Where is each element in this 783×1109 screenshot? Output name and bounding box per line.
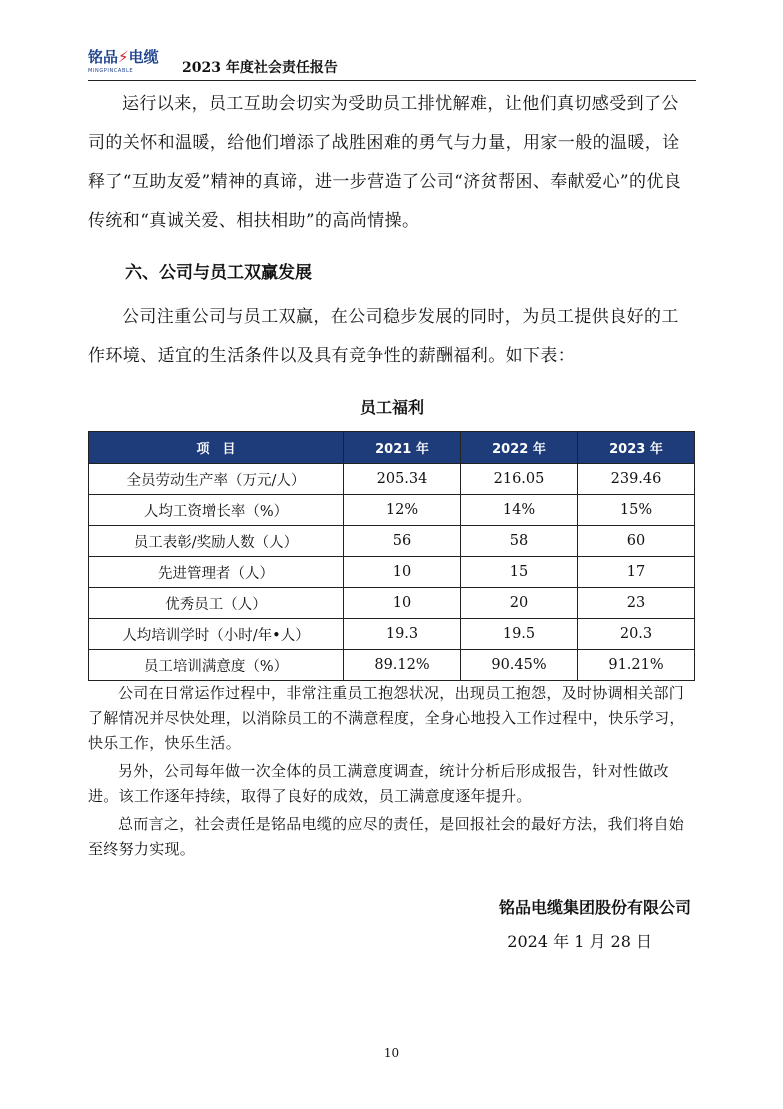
row-label: 优秀员工（人） (89, 588, 344, 619)
cell-2022: 90.45% (461, 650, 578, 681)
employee-welfare-table (88, 431, 695, 681)
cell-2023: 17 (578, 557, 695, 588)
paragraph-mutual-aid: 运行以来，员工互助会切实为受助员工排忧解难，让他们真切感受到了公司的关怀和温暖，给他们增添了战胜困难的勇气与力量，用家一般的温暖，诠释了“互助友爱”精神的真谛，进一步营造了公司“济贫帮困、奉献爱心”的优良传统和“真诚关爱、相扶相助”的高尚情操。 (88, 94, 682, 231)
table-row (89, 619, 695, 650)
table-row (89, 526, 695, 557)
cell-2022: 14% (461, 495, 578, 526)
paragraph-complaints: 公司在日常运作过程中，非常注重员工抱怨状况，出现员工抱怨，及时协调相关部门了解情况并尽快处理，以消除员工的不满意程度，全身心地投入工作过程中，快乐学习，快乐工作，快乐生活。 (88, 684, 685, 752)
cell-2022: 216.05 (461, 464, 578, 495)
cell-2022: 58 (461, 526, 578, 557)
cell-2021: 205.34 (344, 464, 461, 495)
header-2023: 2023 年 (578, 432, 695, 464)
cell-2021: 56 (344, 526, 461, 557)
logo-wordmark (88, 46, 180, 67)
header-2022: 2022 年 (461, 432, 578, 464)
header-2021: 2021 年 (344, 432, 461, 464)
cell-2021: 10 (344, 588, 461, 619)
row-label: 全员劳动生产率（万元/人） (89, 464, 344, 495)
logo-text-2: 电缆 (128, 48, 159, 66)
row-label: 先进管理者（人） (89, 557, 344, 588)
cell-2022: 15 (461, 557, 578, 588)
paragraph-survey: 另外，公司每年做一次全体的员工满意度调查，统计分析后形成报告，针对性做改进。该工作逐年持续，取得了良好的成效，员工满意度逐年提升。 (88, 762, 669, 805)
cell-2021: 89.12% (344, 650, 461, 681)
table-row (89, 650, 695, 681)
company-logo (88, 46, 180, 74)
logo-text-1: 铭品 (88, 48, 119, 66)
table-title: 员工福利 (359, 398, 424, 417)
table-row (89, 464, 695, 495)
cell-2023: 15% (578, 495, 695, 526)
table-header-row (89, 432, 695, 464)
company-signature: 铭品电缆集团股份有限公司 (498, 898, 691, 917)
row-label: 员工表彰/奖励人数（人） (89, 526, 344, 557)
signature-date: 2024 年 1 月 28 日 (507, 932, 652, 951)
paragraph-win-win: 公司注重公司与员工双赢，在公司稳步发展的同时，为员工提供良好的工作环境、适宜的生活条件以及具有竞争性的薪酬福利。如下表： (88, 307, 679, 366)
table-row (89, 557, 695, 588)
header-item: 项 目 (89, 432, 344, 464)
report-title: 2023 年度社会责任报告 (182, 60, 338, 76)
paragraph-conclusion: 总而言之，社会责任是铭品电缆的应尽的责任，是回报社会的最好方法，我们将自始至终努力实现。 (88, 815, 685, 858)
cell-2023: 20.3 (578, 619, 695, 650)
row-label: 人均培训学时（小时/年•人） (89, 619, 344, 650)
row-label: 员工培训满意度（%） (89, 650, 344, 681)
cell-2022: 20 (461, 588, 578, 619)
cell-2023: 60 (578, 526, 695, 557)
logo-mark-icon: ⚡ (118, 48, 129, 66)
cell-2023: 23 (578, 588, 695, 619)
row-label: 人均工资增长率（%） (89, 495, 344, 526)
table-row (89, 495, 695, 526)
table-row (89, 588, 695, 619)
cell-2021: 19.3 (344, 619, 461, 650)
page-number: 10 (383, 1046, 400, 1060)
cell-2021: 10 (344, 557, 461, 588)
section-heading: 六、公司与员工双赢发展 (125, 263, 312, 283)
cell-2023: 239.46 (578, 464, 695, 495)
cell-2022: 19.5 (461, 619, 578, 650)
cell-2023: 91.21% (578, 650, 695, 681)
cell-2021: 12% (344, 495, 461, 526)
logo-english: MINGPINCABLE (88, 68, 134, 74)
page-header (88, 44, 696, 81)
